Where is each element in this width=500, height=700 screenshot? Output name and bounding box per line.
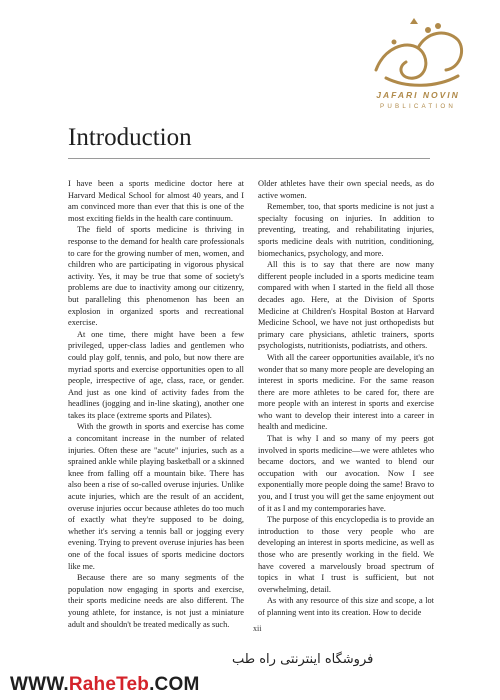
logo-tagline: PUBLICATION <box>380 103 456 110</box>
paragraph: With the growth in sports and exercise has come a concomitant increase in the number of related injuries. Often these are "acute" injuries, such as a sprained ankle while playing basketball or a skinned knee from falling off a mountain bike. There has also been a rise of so-called overuse injuries. Unlike acute injuries, which are the result of an accident, overuse injuries occur because athletes do too much of exactly what they're supposed to be doing, whether it's serving a tennis ball or jogging every evening. Trying to prevent overuse injuries has been one of the focal issues of sports medicine doctors like me. <box>68 422 244 571</box>
paragraph: With all the career opportunities available, it's no wonder that so many more people are developing an interest in sports medicine. For the same reason there are more athletes to be cared for, there are more people with an interest in sports and exercise who want to develop their interest into a career in health and medicine. <box>258 352 434 432</box>
watermark-url <box>10 674 199 696</box>
paragraph: Because there are so many segments of the population now engaging in sports and exercise, their sports medicine needs are also different. The young athlete, for instance, is not just a miniature adult and shouldn't be treated medically as such. <box>68 573 244 629</box>
watermark-url-prefix: WWW. <box>10 674 69 695</box>
publisher-logo <box>352 18 484 120</box>
logo-name: JAFARI NOVIN <box>376 90 460 100</box>
watermark-url-suffix: .COM <box>149 674 200 695</box>
paragraph: Remember, too, that sports medicine is not just a specialty focusing on injuries. In addition to preventing, treating, and rehabilitating injuries, sports medicine deals with nutrition, conditioning, biomechanics, psychology, and more. <box>258 202 434 258</box>
page-number: xii <box>253 624 262 633</box>
paragraph: The purpose of this encyclopedia is to provide an introduction to those very people who are developing an interest in sports medicine, as well as those who are presently working in the field. We have covered a marvelously broad spectrum of topics in what I trust is sufficient, but not overwhelming, detail. <box>258 515 434 594</box>
paragraph: As with any resource of this size and scope, a lot of planning went into its creation. How to decide <box>258 596 434 617</box>
left-column <box>68 178 244 630</box>
paragraph: At one time, there might have been a few privileged, upper-class ladies and gentlemen who could play golf, tennis, and polo, but now there are myriad sports and exercise opportunities open to all people, irrespective of age, class, race, or gender. And just as one kind of activity fades from the headlines (jogging and in-line skating), another one takes its place (extreme sports and Pilates). <box>68 329 244 420</box>
page-title: Introduction <box>68 124 192 151</box>
paragraph: The field of sports medicine is thriving in response to the demand for health care professionals to care for the growing number of men, women, and children who are participating in vigorous physical activity. Yes, it may be true that some of society's problems are due to inactivity among our citizenry, but paralleling this phenomenon has been an explosion in organized sports and recreational exercise. <box>68 225 244 328</box>
paragraph: Older athletes have their own special needs, as do active women. <box>258 179 434 200</box>
logo-emblem-icon <box>366 18 470 92</box>
watermark-persian-text: فروشگاه اینترنتی راه طب <box>232 652 374 667</box>
paragraph: All this is to say that there are now many different people included in a sports medicine team compared with when I started in the field all those decades ago. Here, at the Division of Sports Medicine at Children's Hospital Boston at Harvard Medicine School, we have not just orthopedists but primary care physicians, athletic trainers, sports psychologists, nutritionists, podiatrists, and others. <box>258 260 434 351</box>
paragraph: That is why I and so many of my peers got involved in sports medicine—we were athletes who became doctors, and we wanted to blend our occupation with our avocation. Now I see exponentially more people doing the same! Bravo to you, and I trust you will get the same enjoyment out of it as I and my contemporaries have. <box>258 434 434 513</box>
right-column <box>258 178 434 619</box>
watermark-url-brand: RaheTeb <box>68 674 150 695</box>
title-rule <box>68 158 430 159</box>
paragraph: I have been a sports medicine doctor here at Harvard Medical School for almost 40 years, and I am convinced more than ever that this is one of the most exciting fields in the health care continuum. <box>68 179 244 223</box>
